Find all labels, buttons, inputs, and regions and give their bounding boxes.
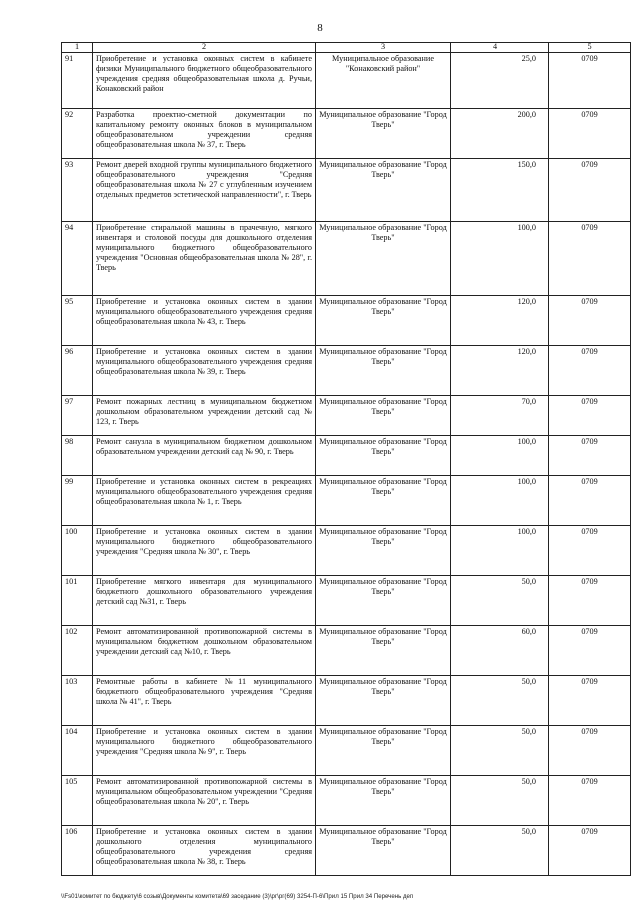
- row-number: 96: [62, 346, 93, 396]
- table-row: [62, 396, 631, 436]
- table-row: [62, 626, 631, 676]
- row-amount: 50,0: [451, 676, 549, 726]
- column-header-row: [62, 43, 631, 53]
- row-amount: 100,0: [451, 222, 549, 296]
- row-municipality: Муниципальное образование "Город Тверь": [316, 346, 451, 396]
- row-code: 0709: [549, 109, 631, 159]
- table-row: [62, 476, 631, 526]
- table-row: [62, 159, 631, 222]
- row-number: 97: [62, 396, 93, 436]
- column-header-1: 1: [62, 43, 93, 53]
- row-amount: 25,0: [451, 53, 549, 109]
- row-description: Приобретение стиральной машины в прачечную, мягкого инвентаря и столовой посуды для дошкольного отделения муниципального бюджетного общеобразовательного учреждения "Основная общеобразовательная школа № 28", г. Тверь: [93, 222, 316, 296]
- row-description: Приобретение и установка оконных систем в здании муниципального общеобразовательного учреждения средняя общеобразовательная школа № 43, г. Тверь: [93, 296, 316, 346]
- row-code: 0709: [549, 826, 631, 876]
- row-description: Приобретение и установка оконных систем в кабинете физики Муниципального бюджетного общеобразовательного учреждения средняя общеобразовательная школа д. Ручьи, Конаковский район: [93, 53, 316, 109]
- table-row: [62, 222, 631, 296]
- row-description: Ремонт пожарных лестниц в муниципальном бюджетном дошкольном образовательном учреждении детский сад № 123, г. Тверь: [93, 396, 316, 436]
- table-row: [62, 776, 631, 826]
- expenses-table: [61, 42, 631, 876]
- row-municipality: Муниципальное образование "Город Тверь": [316, 222, 451, 296]
- row-description: Приобретение и установка оконных систем в здании муниципального бюджетного общеобразовательного учреждения "Средняя школа № 30", г. Тверь: [93, 526, 316, 576]
- row-amount: 50,0: [451, 776, 549, 826]
- row-description: Ремонт автоматизированной противопожарной системы в муниципальном бюджетном дошкольном образовательном учреждении детский сад №10, г. Тверь: [93, 626, 316, 676]
- row-municipality: Муниципальное образование "Город Тверь": [316, 826, 451, 876]
- row-code: 0709: [549, 222, 631, 296]
- row-municipality: Муниципальное образование "Город Тверь": [316, 436, 451, 476]
- table-row: [62, 346, 631, 396]
- row-municipality: Муниципальное образование "Город Тверь": [316, 109, 451, 159]
- row-description: Приобретение и установка оконных систем в рекреациях муниципального общеобразовательного учреждения средняя общеобразовательная школа № 1, г. Тверь: [93, 476, 316, 526]
- row-code: 0709: [549, 576, 631, 626]
- row-amount: 70,0: [451, 396, 549, 436]
- row-number: 98: [62, 436, 93, 476]
- row-number: 102: [62, 626, 93, 676]
- row-description: Разработка проектно-сметной документации по капитальному ремонту оконных блоков в муниципальном общеобразовательном учреждении средняя общеобразовательная школа № 37, г. Тверь: [93, 109, 316, 159]
- row-code: 0709: [549, 436, 631, 476]
- row-description: Ремонт санузла в муниципальном бюджетном дошкольном образовательном учреждении детский сад № 90, г. Тверь: [93, 436, 316, 476]
- row-municipality: Муниципальное образование "Город Тверь": [316, 526, 451, 576]
- row-code: 0709: [549, 776, 631, 826]
- table-row: [62, 109, 631, 159]
- row-description: Приобретение мягкого инвентаря для муниципального бюджетного дошкольного образовательного учреждения детский сад №31, г. Тверь: [93, 576, 316, 626]
- row-amount: 50,0: [451, 576, 549, 626]
- row-code: 0709: [549, 676, 631, 726]
- row-amount: 200,0: [451, 109, 549, 159]
- row-description: Ремонтные работы в кабинете №11 муниципального бюджетного общеобразовательного учреждения "Средняя школа № 41", г. Тверь: [93, 676, 316, 726]
- table-row: [62, 826, 631, 876]
- row-code: 0709: [549, 476, 631, 526]
- row-code: 0709: [549, 159, 631, 222]
- table-row: [62, 53, 631, 109]
- column-header-3: 3: [316, 43, 451, 53]
- row-municipality: Муниципальное образование "Город Тверь": [316, 476, 451, 526]
- page-number: 8: [317, 22, 323, 34]
- row-description: Ремонт автоматизированной противопожарной системы в муниципальном общеобразовательном учреждении "Средняя общеобразовательная школа № 20", г. Тверь: [93, 776, 316, 826]
- row-description: Приобретение и установка оконных систем в здании муниципального общеобразовательного учреждения средняя общеобразовательная школа № 39, г. Тверь: [93, 346, 316, 396]
- row-municipality: Муниципальное образование "Город Тверь": [316, 626, 451, 676]
- row-municipality: Муниципальное образование "Город Тверь": [316, 296, 451, 346]
- row-code: 0709: [549, 53, 631, 109]
- row-municipality: Муниципальное образование "Город Тверь": [316, 396, 451, 436]
- table-row: [62, 676, 631, 726]
- row-number: 106: [62, 826, 93, 876]
- row-description: Ремонт дверей входной группы муниципального бюджетного общеобразовательного учреждения "Средняя общеобразовательная школа № 27 с углубленным изучением отдельных предметов эстетической направленности", г. Тверь: [93, 159, 316, 222]
- table-row: [62, 576, 631, 626]
- row-number: 104: [62, 726, 93, 776]
- row-number: 91: [62, 53, 93, 109]
- row-municipality: Муниципальное образование "Город Тверь": [316, 726, 451, 776]
- row-description: Приобретение и установка оконных систем в здании муниципального бюджетного общеобразовательного учреждения "Средняя школа № 9", г. Тверь: [93, 726, 316, 776]
- column-header-4: 4: [451, 43, 549, 53]
- row-code: 0709: [549, 626, 631, 676]
- row-amount: 50,0: [451, 726, 549, 776]
- row-amount: 100,0: [451, 476, 549, 526]
- row-amount: 50,0: [451, 826, 549, 876]
- table-row: [62, 726, 631, 776]
- row-amount: 150,0: [451, 159, 549, 222]
- row-municipality: Муниципальное образование "Город Тверь": [316, 576, 451, 626]
- table-row: [62, 296, 631, 346]
- row-number: 103: [62, 676, 93, 726]
- row-code: 0709: [549, 526, 631, 576]
- row-number: 101: [62, 576, 93, 626]
- column-header-5: 5: [549, 43, 631, 53]
- row-amount: 120,0: [451, 346, 549, 396]
- row-municipality: Муниципальное образование "Город Тверь": [316, 159, 451, 222]
- row-code: 0709: [549, 346, 631, 396]
- column-header-2: 2: [93, 43, 316, 53]
- row-number: 94: [62, 222, 93, 296]
- table-row: [62, 436, 631, 476]
- row-number: 95: [62, 296, 93, 346]
- row-number: 92: [62, 109, 93, 159]
- table-row: [62, 526, 631, 576]
- row-municipality: Муниципальное образование "Город Тверь": [316, 776, 451, 826]
- row-municipality: Муниципальное образование "Город Тверь": [316, 676, 451, 726]
- row-number: 105: [62, 776, 93, 826]
- row-description: Приобретение и установка оконных систем в здании дошкольного отделения муниципального общеобразовательного учреждения средняя общеобразовательная школа № 38, г. Тверь: [93, 826, 316, 876]
- file-path-footer: \\Fs01\комитет по бюджету\6 созыв\Документы комитета\69 заседание (3)\рг\рг(69) 3254-П-6\Прил 15 Прил 34 Перечень деп: [61, 893, 414, 900]
- row-municipality: Муниципальное образование "Конаковский район": [316, 53, 451, 109]
- row-number: 93: [62, 159, 93, 222]
- row-amount: 100,0: [451, 526, 549, 576]
- row-amount: 100,0: [451, 436, 549, 476]
- row-code: 0709: [549, 726, 631, 776]
- row-amount: 60,0: [451, 626, 549, 676]
- row-amount: 120,0: [451, 296, 549, 346]
- row-code: 0709: [549, 296, 631, 346]
- row-number: 99: [62, 476, 93, 526]
- row-number: 100: [62, 526, 93, 576]
- row-code: 0709: [549, 396, 631, 436]
